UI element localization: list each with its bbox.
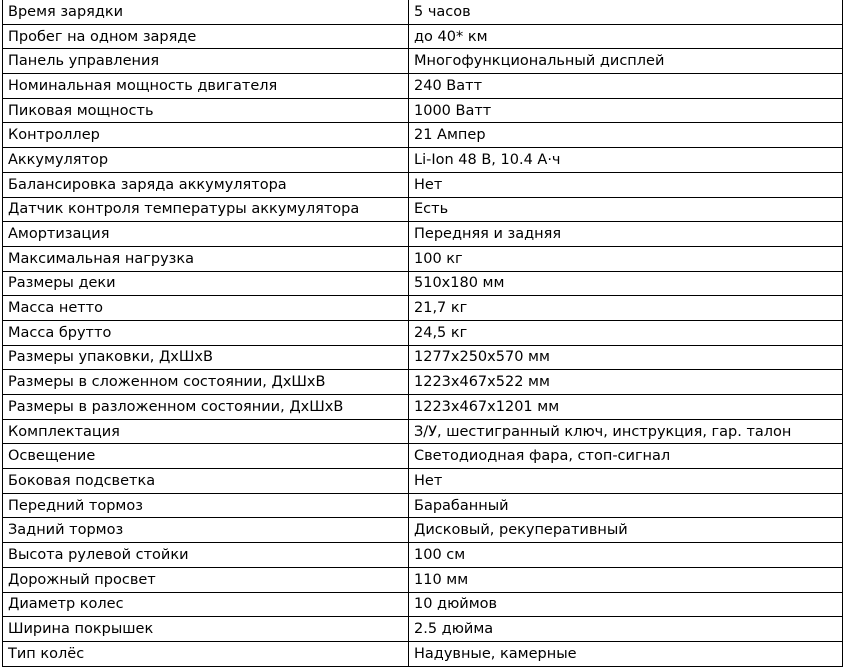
spec-value-cell: 10 дюймов <box>409 592 843 617</box>
spec-value-cell: 5 часов <box>409 0 843 24</box>
spec-param-cell: Пробег на одном заряде <box>3 24 409 49</box>
table-row <box>3 444 843 469</box>
spec-param-cell: Передний тормоз <box>3 493 409 518</box>
spec-param-cell: Тип колёс <box>3 641 409 666</box>
table-row <box>3 98 843 123</box>
spec-param-cell: Аккумулятор <box>3 148 409 173</box>
spec-param-cell: Балансировка заряда аккумулятора <box>3 172 409 197</box>
table-row <box>3 24 843 49</box>
spec-value-cell: 1277x250x570 мм <box>409 345 843 370</box>
table-row <box>3 592 843 617</box>
spec-value-cell: 100 кг <box>409 246 843 271</box>
spec-param-cell: Ширина покрышек <box>3 617 409 642</box>
table-row <box>3 172 843 197</box>
table-row <box>3 469 843 494</box>
table-row <box>3 641 843 666</box>
table-row <box>3 395 843 420</box>
spec-param-cell: Дорожный просвет <box>3 567 409 592</box>
table-row <box>3 493 843 518</box>
table-row <box>3 296 843 321</box>
spec-value-cell: Нет <box>409 469 843 494</box>
spec-value-cell: до 40* км <box>409 24 843 49</box>
spec-value-cell: Надувные, камерные <box>409 641 843 666</box>
spec-value-cell: 1223x467x1201 мм <box>409 395 843 420</box>
table-row <box>3 148 843 173</box>
spec-param-cell: Панель управления <box>3 49 409 74</box>
table-row <box>3 246 843 271</box>
spec-param-cell: Масса нетто <box>3 296 409 321</box>
spec-value-cell: Есть <box>409 197 843 222</box>
spec-value-cell: 2.5 дюйма <box>409 617 843 642</box>
table-row <box>3 123 843 148</box>
spec-param-cell: Номинальная мощность двигателя <box>3 74 409 99</box>
table-row <box>3 419 843 444</box>
spec-param-cell: Время зарядки <box>3 0 409 24</box>
spec-value-cell: 110 мм <box>409 567 843 592</box>
spec-param-cell: Освещение <box>3 444 409 469</box>
spec-param-cell: Диаметр колес <box>3 592 409 617</box>
table-row <box>3 74 843 99</box>
spec-value-cell: Li-Ion 48 В, 10.4 А·ч <box>409 148 843 173</box>
table-row <box>3 567 843 592</box>
spec-value-cell: 24,5 кг <box>409 320 843 345</box>
spec-table <box>2 0 843 667</box>
spec-value-cell: 240 Ватт <box>409 74 843 99</box>
table-row <box>3 271 843 296</box>
table-row <box>3 370 843 395</box>
table-row <box>3 543 843 568</box>
table-row <box>3 320 843 345</box>
table-row <box>3 518 843 543</box>
table-row <box>3 197 843 222</box>
spec-param-cell: Датчик контроля температуры аккумулятора <box>3 197 409 222</box>
table-row <box>3 345 843 370</box>
spec-value-cell: Светодиодная фара, стоп-сигнал <box>409 444 843 469</box>
spec-param-cell: Комплектация <box>3 419 409 444</box>
spec-param-cell: Контроллер <box>3 123 409 148</box>
spec-value-cell: 1000 Ватт <box>409 98 843 123</box>
spec-param-cell: Максимальная нагрузка <box>3 246 409 271</box>
table-row <box>3 0 843 24</box>
spec-param-cell: Масса брутто <box>3 320 409 345</box>
spec-param-cell: Высота рулевой стойки <box>3 543 409 568</box>
spec-value-cell: 21,7 кг <box>409 296 843 321</box>
spec-param-cell: Пиковая мощность <box>3 98 409 123</box>
spec-value-cell: Дисковый, рекуперативный <box>409 518 843 543</box>
spec-param-cell: Боковая подсветка <box>3 469 409 494</box>
spec-value-cell: 1223x467x522 мм <box>409 370 843 395</box>
spec-param-cell: Размеры деки <box>3 271 409 296</box>
table-row <box>3 617 843 642</box>
spec-value-cell: Нет <box>409 172 843 197</box>
spec-value-cell: Многофункциональный дисплей <box>409 49 843 74</box>
table-row <box>3 49 843 74</box>
spec-value-cell: 510x180 мм <box>409 271 843 296</box>
spec-table-body <box>3 0 843 666</box>
spec-value-cell: Передняя и задняя <box>409 222 843 247</box>
spec-value-cell: З/У, шестигранный ключ, инструкция, гар. талон <box>409 419 843 444</box>
spec-param-cell: Размеры в сложенном состоянии, ДхШхВ <box>3 370 409 395</box>
spec-param-cell: Задний тормоз <box>3 518 409 543</box>
spec-param-cell: Амортизация <box>3 222 409 247</box>
spec-param-cell: Размеры упаковки, ДхШхВ <box>3 345 409 370</box>
spec-param-cell: Размеры в разложенном состоянии, ДхШхВ <box>3 395 409 420</box>
spec-value-cell: 100 см <box>409 543 843 568</box>
table-row <box>3 222 843 247</box>
spec-value-cell: 21 Ампер <box>409 123 843 148</box>
spec-value-cell: Барабанный <box>409 493 843 518</box>
